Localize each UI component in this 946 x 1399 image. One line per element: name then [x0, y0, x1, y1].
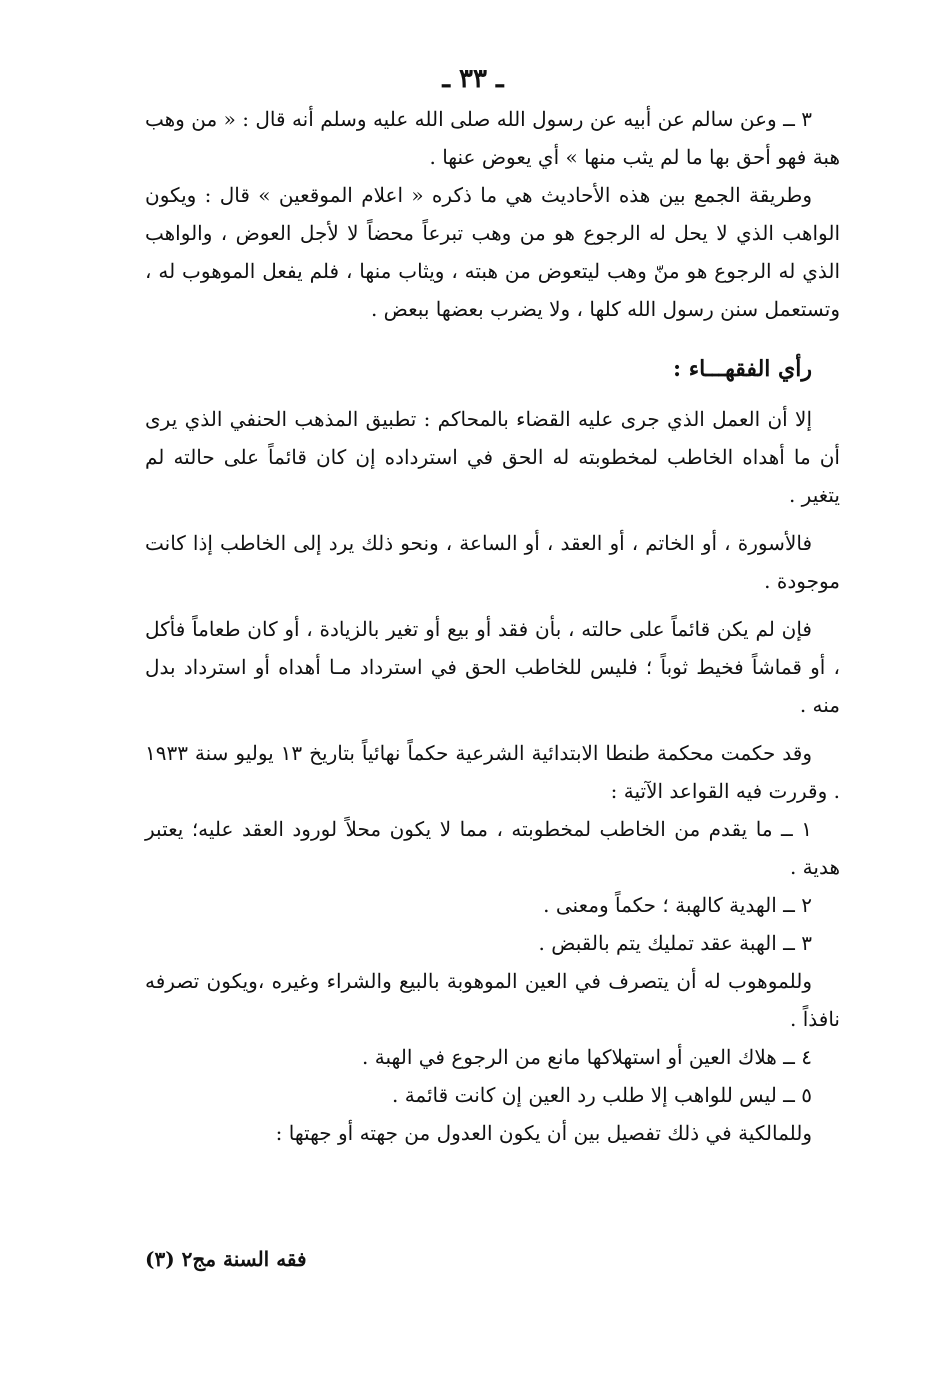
rule-item: ٤ ــ هلاك العين أو استهلاكها مانع من الرجوع في الهبة . [362, 1045, 812, 1069]
body-paragraph: وللموهوب له أن يتصرف في العين الموهوبة بالبيع والشراء وغيره ،ويكون تصرفه نافذاً . [145, 969, 840, 1031]
hadith-paragraph: ٣ ــ وعن سالم عن أبيه عن رسول الله صلى الله عليه وسلم أنه قال : « من وهب هبة فهو أحق بها ما لم يثب منها » أي يعوض عنها . [145, 107, 840, 169]
body-paragraph: فالأسورة ، أو الخاتم ، أو العقد ، أو الساعة ، ونحو ذلك يرد إلى الخاطب إذا كانت موجودة . [145, 531, 840, 593]
rule-item: ٥ ــ ليس للواهب إلا طلب رد العين إن كانت قائمة . [391, 1083, 812, 1107]
page-number: ـ ٣٣ ـ [442, 64, 504, 94]
page-body [145, 100, 840, 1152]
rule-item: ٢ ــ الهدية كالهبة ؛ حكماً ومعنى . [543, 893, 812, 917]
body-paragraph: إلا أن العمل الذي جرى عليه القضاء بالمحاكم : تطبيق المذهب الحنفي الذي يرى أن ما أهداه الخاطب لمخطوبته له الحق في استرداده إن كان قائماً على حالته لم يتغير . [145, 407, 840, 507]
body-paragraph: وقد حكمت محكمة طنطا الابتدائية الشرعية حكماً نهائياً بتاريخ ١٣ يوليو سنة ١٩٣٣ . وقررت فيه القواعد الآتية : [145, 741, 840, 803]
body-paragraph: وللمالكية في ذلك تفصيل بين أن يكون العدول من جهته أو جهتها : [275, 1121, 812, 1145]
rule-item: ١ ــ ما يقدم من الخاطب لمخطوبته ، مما لا يكون محلاً لورود العقد عليه؛ يعتبر هدية . [145, 817, 840, 879]
section-heading: رأي الفقهـــاء : [673, 356, 812, 382]
rule-item: ٣ ــ الهبة عقد تمليك يتم بالقبض . [538, 931, 812, 955]
reconciliation-paragraph: وطريقة الجمع بين هذه الأحاديث هي ما ذكره « اعلام الموقعين » قال : ويكون الواهب الذي لا يحل له الرجوع هو من وهب تبرعاً محضاً لا لأجل العوض ، والواهب الذي له الرجوع هو منّ وهب ليتعوض من هبته ، ويثاب منها ، فلم يفعل الموهوب له ، وتستعمل سنن رسول الله كلها ، ولا يضرب بعضها ببعض . [145, 183, 840, 321]
body-paragraph: فإن لم يكن قائماً على حالته ، بأن فقد أو بيع أو تغير بالزيادة ، أو كان طعاماً فأكل ، أو قماشاً فخيط ثوباً ؛ فليس للخاطب الحق في استرداد مـا أهداه أو استرداد بدل منه . [145, 617, 840, 717]
page-footer: فقه السنة مج٢ (٣) [145, 1247, 307, 1271]
